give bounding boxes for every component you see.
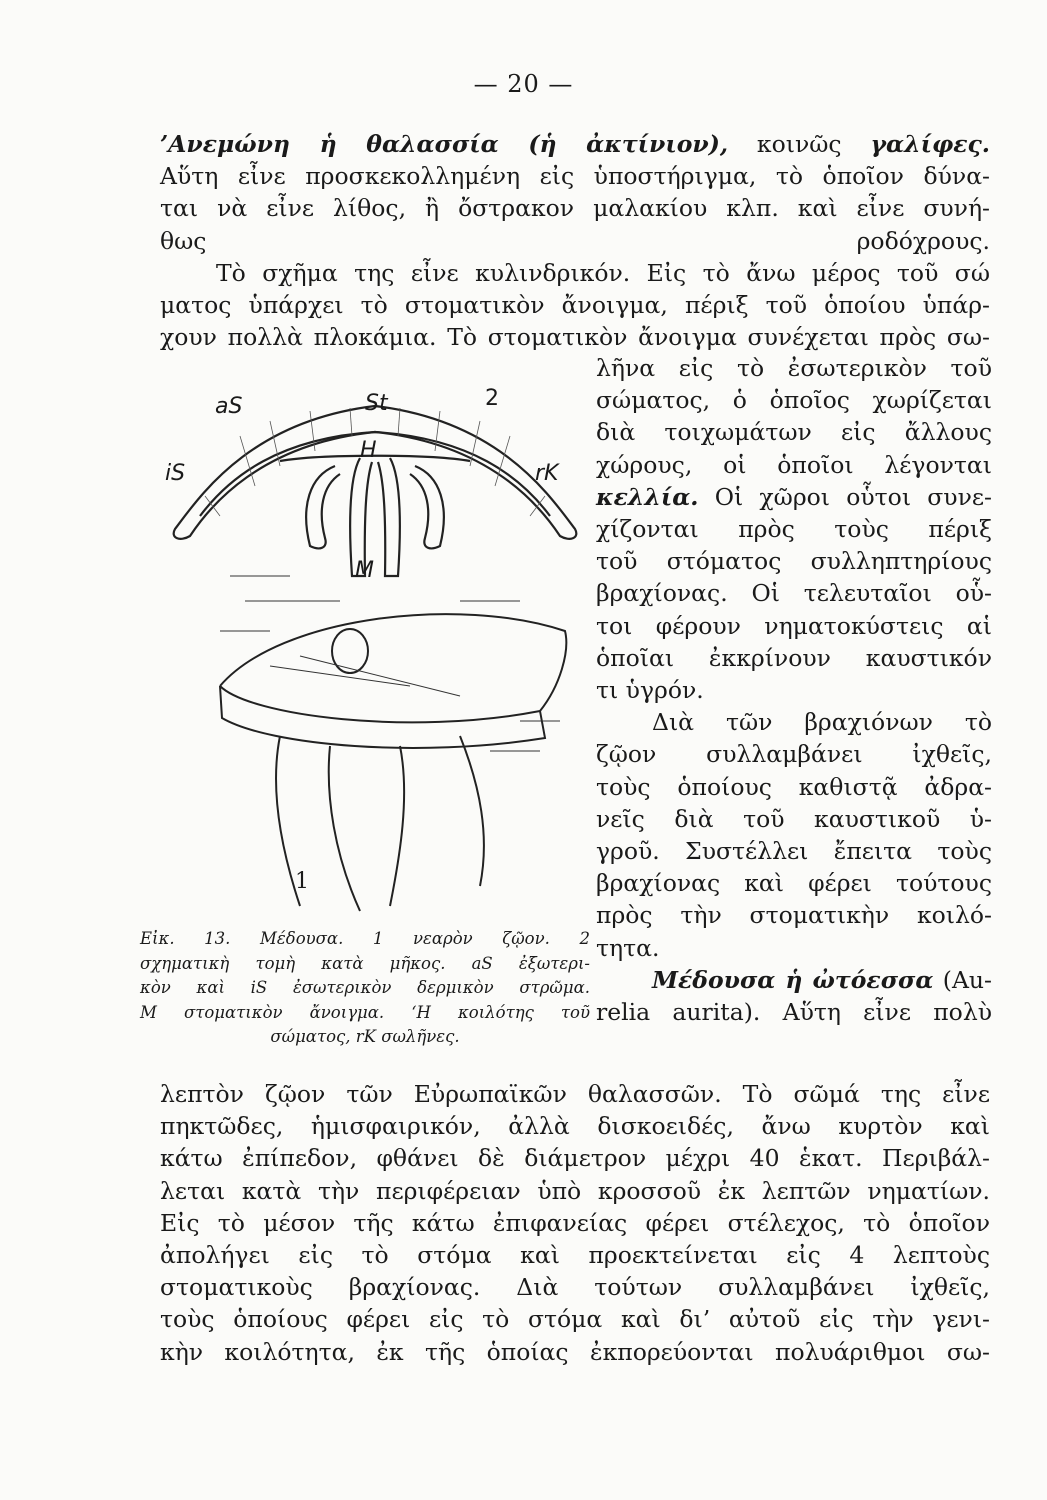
text-line: τοι φέρουν νηματοκύστεις αἱ [596, 611, 992, 640]
text-line: χώρους, οἱ ὁποῖοι λέγονται [596, 450, 992, 479]
text-line: Μέδουσα ἡ ὠτόεσσα (Au- [652, 965, 992, 994]
text-line: πηκτῶδες, ἡμισφαιρικόν, ἀλλὰ δισκοειδές, ἄνω κυρτὸν καὶ [160, 1112, 990, 1141]
oral-arm-3 [390, 746, 404, 906]
text-line: θως ροδόχρους. [160, 226, 990, 255]
text-line: τητα. [596, 933, 660, 962]
label-2: 2 [485, 386, 499, 411]
label-h: H [360, 438, 377, 463]
text-line: σώματος, ὁ ὁποῖος χωρίζεται [596, 386, 992, 415]
text-line: κὴν κοιλότητα, ἐκ τῆς ὁποίας ἐκπορεύονται πολυάριθμοι σω- [160, 1337, 990, 1366]
caption-line: κὸν καὶ iS ἐσωτερικὸν δερμικὸν στρῶμα. [140, 978, 590, 997]
bell-rim [220, 686, 540, 722]
text-line: τοῦ στόματος συλληπτηρίους [596, 547, 992, 576]
text-line: λῆνα εἰς τὸ ἐσωτερικὸν τοῦ [596, 354, 992, 382]
text-line: πρὸς τὴν στοματικὴν κοιλό- [596, 901, 992, 930]
text-line: χίζονται πρὸς τοὺς πέριξ [596, 515, 992, 544]
text-line: Τὸ σχῆμα της εἶνε κυλινδρικόν. Εἰς τὸ ἄνω μέρος τοῦ σώ [216, 258, 990, 287]
outer-dermal-layer [174, 406, 577, 539]
text-line: ὁποῖαι ἐκκρίνουν καυστικόν [596, 643, 992, 672]
oral-arm-4 [460, 736, 484, 886]
text-line: τοὺς ὁποίους φέρει εἰς τὸ στόμα καὶ δι’ αὐτοῦ εἰς τὴν γενι- [160, 1305, 990, 1334]
caption-line: Εἰκ. 13. Μέδουσα. 1 νεαρὸν ζῷον. 2 [140, 929, 590, 948]
label-m: M [355, 558, 374, 583]
text-line: ἀπολήγει εἰς τὸ στόμα καὶ προεκτείνεται εἰς 4 λεπτοὺς [160, 1241, 990, 1270]
label-is: iS [165, 461, 186, 486]
text-line: γροῦ. Συστέλλει ἔπειτα τοὺς [596, 837, 992, 866]
medusa-figure [160, 366, 590, 936]
text-line: ’Ανεμώνη ἡ θαλασσία (ἡ ἀκτίνιον), κοινῶς γαλίφες. [160, 130, 990, 158]
text-line: χουν πολλὰ πλοκάμια. Τὸ στοματικὸν ἄνοιγμα συνέχεται πρὸς σω- [160, 323, 990, 352]
page-number: — 20 — [473, 70, 574, 98]
bell-top [220, 614, 566, 711]
text-line: κάτω ἐπίπεδον, φθάνει δὲ διάμετρον μέχρι 40 ἑκατ. Περιβάλ- [160, 1144, 990, 1173]
oral-arm-2 [329, 746, 360, 911]
label-as: aS [215, 394, 243, 419]
text-line: στοματικοὺς βραχίονας. Διὰ τούτων συλλαμβάνει ἰχθεῖς, [160, 1273, 990, 1302]
text-line: ται νὰ εἶνε λίθος, ἢ ὄστρακον μαλακίου κλπ. καὶ εἶνε συνή- [160, 194, 990, 223]
label-1: 1 [295, 869, 309, 894]
canal-left [306, 466, 340, 548]
anemone-paragraph [160, 128, 990, 353]
label-st: St [365, 391, 388, 416]
text-line: βραχίονας. Οἱ τελευταῖοι οὗ- [596, 579, 992, 608]
text-line: κελλία. Οἱ χῶροι οὗτοι συνε- [596, 482, 992, 511]
text-line: ματος ὑπάρχει τὸ στοματικὸν ἄνοιγμα, πέριξ τοῦ ὁποίου ὑπάρ- [160, 291, 990, 320]
text-line: ζῷον συλλαμβάνει ἰχθεῖς, [596, 740, 992, 769]
caption-line: M στοματικὸν ἄνοιγμα. ‘H κοιλότης τοῦ [140, 1002, 590, 1022]
medusa-paragraph [160, 1078, 990, 1368]
text-line: relia aurita). Αὕτη εἶνε πολὺ [596, 998, 992, 1027]
label-rk: rK [535, 461, 559, 486]
figure-caption [140, 927, 590, 1050]
right-column-text [596, 352, 992, 1028]
text-line: Αὕτη εἶνε προσκεκολλημένη εἰς ὑποστήριγμα, τὸ ὁποῖον δύνα- [160, 162, 990, 191]
text-line: Διὰ τῶν βραχιόνων τὸ [652, 708, 992, 737]
caption-line: σχηματικὴ τομὴ κατὰ μῆκος. aS ἐξωτερι- [140, 953, 590, 973]
text-line: διὰ τοιχωμάτων εἰς ἄλλους [596, 418, 992, 447]
text-line: λεται κατὰ τὴν περιφέρειαν ὑπὸ κροσσοῦ ἐκ λεπτῶν νηματίων. [160, 1176, 990, 1205]
canal-right [410, 466, 444, 548]
caption-line: σώματος, rK σωλῆνες. [270, 1027, 460, 1046]
text-line: Εἰς τὸ μέσον τῆς κάτω ἐπιφανείας φέρει στέλεχος, τὸ ὁποῖον [160, 1208, 990, 1237]
text-line: νεῖς διὰ τοῦ καυστικοῦ ὑ- [596, 804, 992, 833]
text-line: τι ὑγρόν. [596, 676, 704, 705]
gonad-ring [332, 629, 368, 673]
text-line: τοὺς ὁποίους καθιστᾷ ἀδρα- [596, 772, 992, 801]
mouth-stalk-right [378, 458, 400, 576]
text-line: λεπτὸν ζῷον τῶν Εὐρωπαϊκῶν θαλασσῶν. Τὸ σῶμά της εἶνε [160, 1080, 990, 1108]
text-line: βραχίονας καὶ φέρει τούτους [596, 869, 992, 898]
